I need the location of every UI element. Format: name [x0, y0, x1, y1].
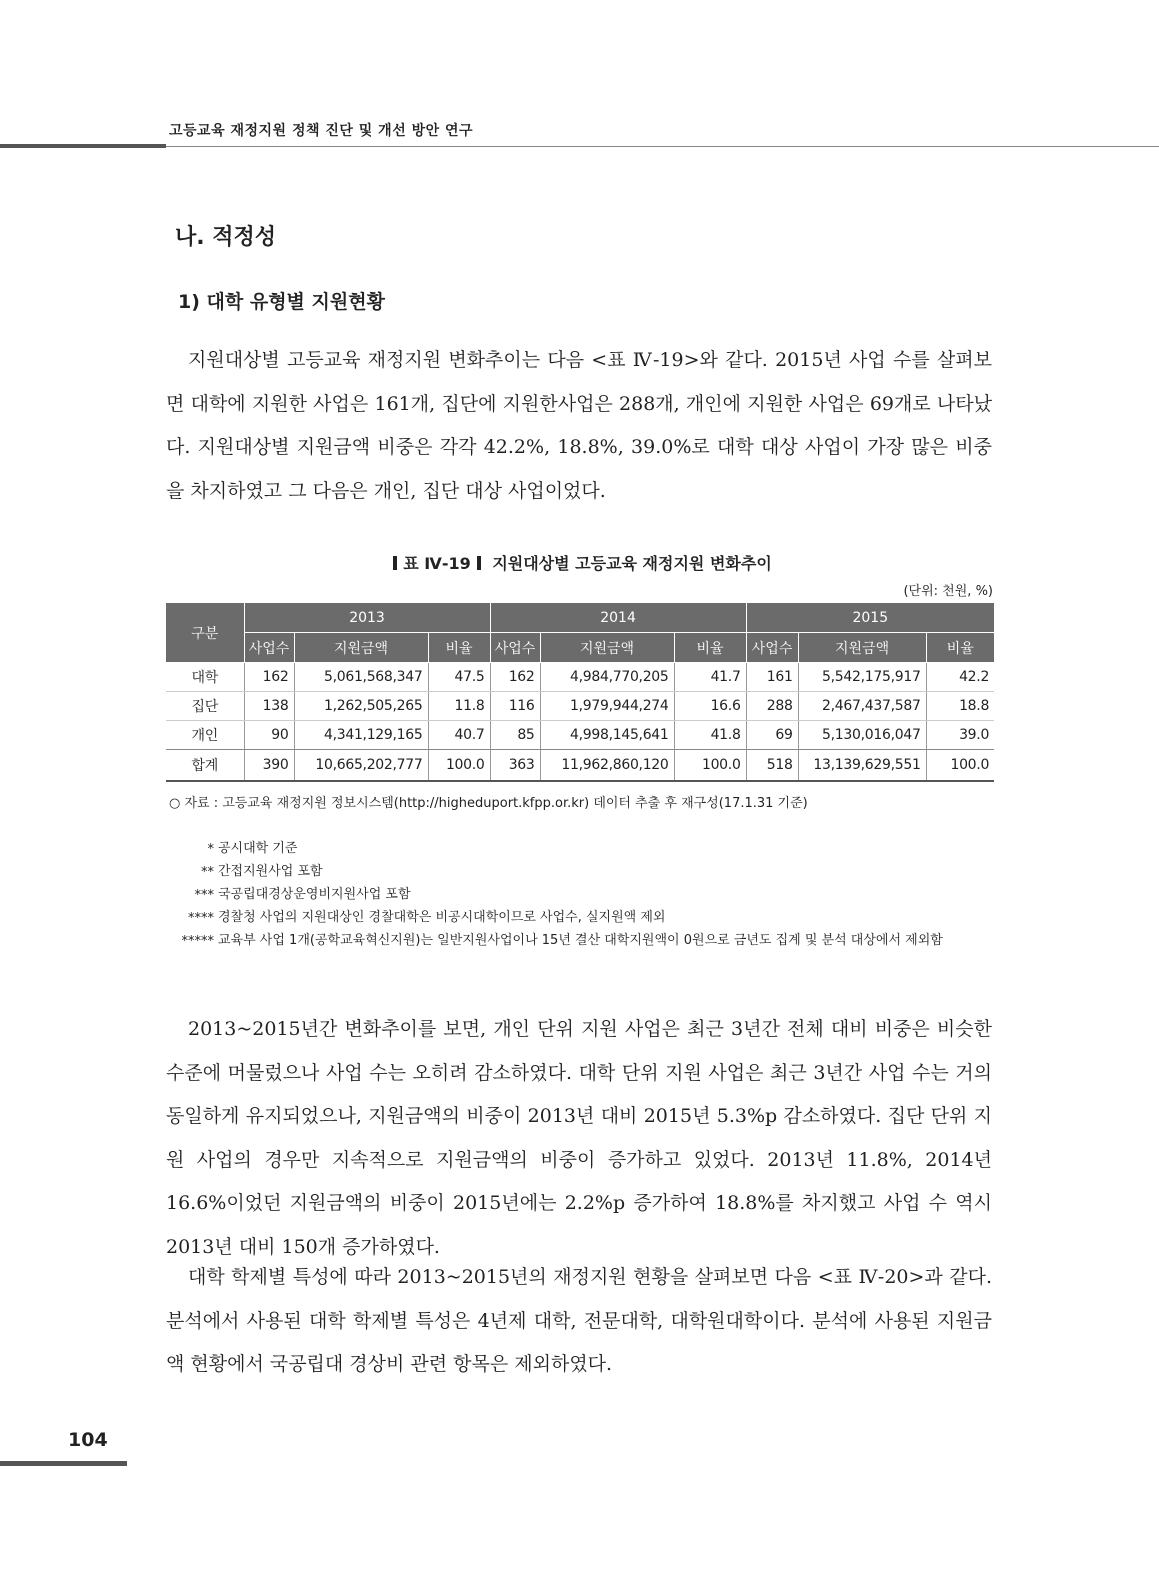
footnote-text: 경찰청 사업의 지원대상인 경찰대학은 비공시대학이므로 사업수, 실지원액 제외	[218, 910, 666, 925]
footnote-mark: *	[207, 842, 214, 857]
table-cell: 5,061,568,347	[294, 663, 428, 692]
table-cell: 288	[746, 692, 798, 721]
table-cell: 4,984,770,205	[540, 663, 674, 692]
table-cell: 10,665,202,777	[294, 750, 428, 782]
paragraph-2-text: 2013~2015년간 변화추이를 보면, 개인 단위 지원 사업은 최근 3년간 전체 대비 비중은 비슷한 수준에 머물렀으나 사업 수는 오히려 감소하였다. 대학 단위 지원 사업은 최근 3년간 사업 수는 거의 동일하게 유지되었으나, 지원금액의 비중이 2013년 대비 2015년 5.3%p 감소하였다. 집단 단위 지원 사업의 경우만 지속적으로 지원금액의 비중이 증가하고 있었다. 2013년 11.8%, 2014년 16.6%이었던 지원금액의 비중이 2015년에는 2.2%p 증가하여 18.8%를 차지했고 사업 수 역시 2013년 대비 150개 증가하였다.	[166, 1018, 992, 1258]
table-cell: 11,962,860,120	[540, 750, 674, 782]
sub-header-count: 사업수	[244, 633, 294, 663]
sub-header-count: 사업수	[746, 633, 798, 663]
table-year-header-row	[166, 603, 994, 633]
table-cell: 47.5	[428, 663, 490, 692]
table-row	[166, 663, 994, 692]
table-cell: 518	[746, 750, 798, 782]
table-cell: 2,467,437,587	[798, 692, 926, 721]
table-cell: 138	[244, 692, 294, 721]
sub-header-ratio: 비율	[428, 633, 490, 663]
footer-rule	[0, 1461, 127, 1466]
sub-header-amount: 지원금액	[540, 633, 674, 663]
table-row	[166, 721, 994, 750]
header-rule-thin	[166, 146, 1159, 147]
year-header-2014: 2014	[490, 603, 746, 633]
footnote	[166, 861, 988, 884]
table-cell: 5,542,175,917	[798, 663, 926, 692]
table-cell: 116	[490, 692, 540, 721]
table-cell: 1,262,505,265	[294, 692, 428, 721]
table-cell: 100.0	[428, 750, 490, 782]
sub-header-amount: 지원금액	[294, 633, 428, 663]
table-cell: 16.6	[674, 692, 746, 721]
footnote	[166, 930, 988, 953]
paragraph-3-text: 대학 학제별 특성에 따라 2013~2015년의 재정지원 현황을 살펴보면 다음 <표 Ⅳ-20>과 같다. 분석에서 사용된 대학 학제별 특성은 4년제 대학, 전문대학, 대학원대학이다. 분석에 사용된 지원금액 현황에서 국공립대 경상비 관련 항목은 제외하였다.	[166, 1266, 992, 1375]
caption-bar-left	[393, 556, 397, 570]
table-row	[166, 750, 994, 782]
running-header: 고등교육 재정지원 정책 진단 및 개선 방안 연구	[169, 123, 474, 139]
table-footnotes	[166, 838, 988, 953]
footnote-text: 국공립대경상운영비지원사업 포함	[218, 887, 411, 902]
caption-bar-right	[477, 556, 481, 570]
table-cell: 162	[244, 663, 294, 692]
table-unit-note: (단위: 천원, %)	[903, 584, 993, 599]
table-cell: 11.8	[428, 692, 490, 721]
table-row	[166, 692, 994, 721]
table-cell: 69	[746, 721, 798, 750]
row-label: 합계	[166, 750, 244, 782]
footnote-text: 교육부 사업 1개(공학교육혁신지원)는 일반지원사업이나 15년 결산 대학지원액이 0원으로 금년도 집계 및 분석 대상에서 제외함	[218, 933, 943, 948]
header-rule	[0, 144, 166, 148]
table-source-note: ○ 자료 : 고등교육 재정지원 정보시스템(http://higheduport.kfpp.or.kr) 데이터 추출 후 재구성(17.1.31 기준)	[169, 796, 808, 811]
sub-header-amount: 지원금액	[798, 633, 926, 663]
table-cell: 100.0	[926, 750, 994, 782]
footnote	[166, 838, 988, 861]
table-cell: 90	[244, 721, 294, 750]
year-header-2015: 2015	[746, 603, 994, 633]
row-label: 집단	[166, 692, 244, 721]
footnote-text: 간접지원사업 포함	[218, 864, 323, 879]
footnote-mark: ****	[188, 911, 214, 926]
table-caption	[0, 551, 1159, 574]
table-cell: 390	[244, 750, 294, 782]
table-corner-header: 구분	[166, 603, 244, 663]
table-cell: 1,979,944,274	[540, 692, 674, 721]
paragraph-2	[166, 1008, 992, 1269]
paragraph-1-text: 지원대상별 고등교육 재정지원 변화추이는 다음 <표 Ⅳ-19>와 같다. 2015년 사업 수를 살펴보면 대학에 지원한 사업은 161개, 집단에 지원한사업은 288개, 개인에 지원한 사업은 69개로 나타났다. 지원대상별 지원금액 비중은 각각 42.2%, 18.8%, 39.0%로 대학 대상 사업이 가장 많은 비중을 차지하였고 그 다음은 개인, 집단 대상 사업이었다.	[166, 349, 992, 502]
table-sub-header-row	[166, 633, 994, 663]
row-label: 대학	[166, 663, 244, 692]
footnote	[166, 907, 988, 930]
table-cell: 162	[490, 663, 540, 692]
table-cell: 85	[490, 721, 540, 750]
table-cell: 5,130,016,047	[798, 721, 926, 750]
table-cell: 41.8	[674, 721, 746, 750]
table-cell: 4,341,129,165	[294, 721, 428, 750]
footnote-mark: **	[201, 865, 214, 880]
page-number: 104	[68, 1429, 108, 1451]
table-caption-title: 지원대상별 고등교육 재정지원 변화추이	[492, 554, 772, 573]
footnote	[166, 884, 988, 907]
table-cell: 18.8	[926, 692, 994, 721]
subsection-title: 1) 대학 유형별 지원현황	[178, 291, 385, 313]
data-table	[166, 603, 994, 782]
footnote-mark: ***	[194, 888, 214, 903]
table-cell: 41.7	[674, 663, 746, 692]
table-cell: 40.7	[428, 721, 490, 750]
sub-header-ratio: 비율	[926, 633, 994, 663]
table-cell: 4,998,145,641	[540, 721, 674, 750]
year-header-2013: 2013	[244, 603, 490, 633]
section-title: 나. 적정성	[175, 225, 277, 250]
paragraph-3	[166, 1256, 992, 1387]
footnote-text: 공시대학 기준	[218, 841, 298, 856]
table-caption-label: 표 Ⅳ-19	[403, 554, 471, 573]
table-cell: 161	[746, 663, 798, 692]
table-cell: 13,139,629,551	[798, 750, 926, 782]
table-cell: 363	[490, 750, 540, 782]
paragraph-1	[166, 339, 992, 513]
table-cell: 39.0	[926, 721, 994, 750]
sub-header-ratio: 비율	[674, 633, 746, 663]
table-cell: 100.0	[674, 750, 746, 782]
table-cell: 42.2	[926, 663, 994, 692]
row-label: 개인	[166, 721, 244, 750]
footnote-mark: *****	[181, 934, 214, 949]
sub-header-count: 사업수	[490, 633, 540, 663]
